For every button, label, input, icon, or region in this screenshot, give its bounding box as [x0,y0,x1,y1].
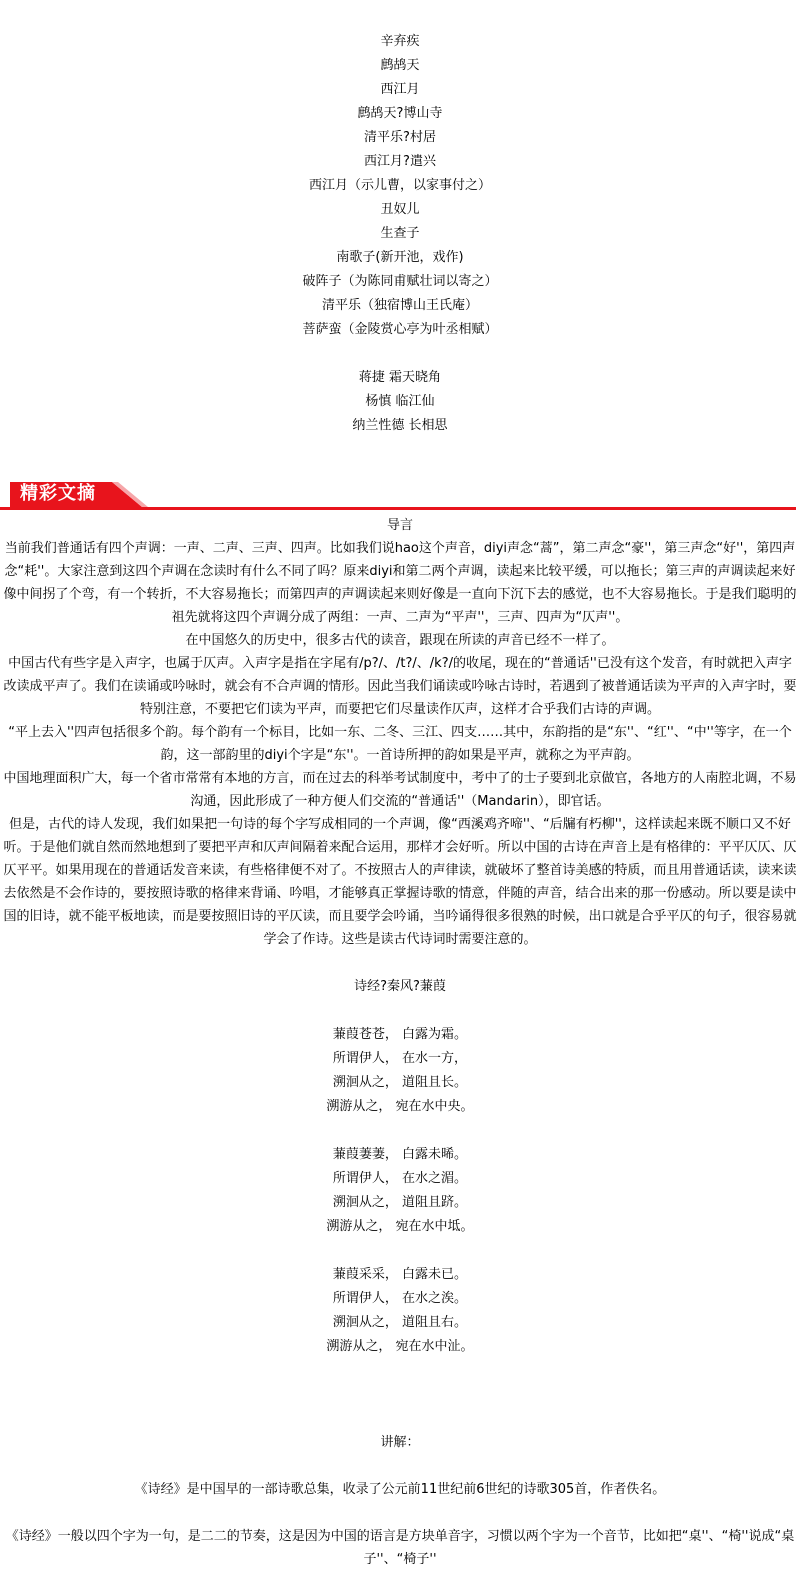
spacer [0,1239,800,1263]
poem-title: 诗经?秦风?蒹葭 [354,979,446,994]
toc-item: 鹧鸪天?博山寺 [357,106,443,121]
paragraph: “平上去入''四声包括很多个韵。每个韵有一个标目，比如一东、二冬、三江、四支……其中，东韵指的是“东''、“红''、“中''等字，在一个韵，这一部韵里的diyi个字是“东''。一首诗所押的韵如果是平声，就称之为平声韵。 [8,725,792,763]
toc-gap [0,346,800,370]
poem-line: 蒹葭采采， 白露未已。 [332,1267,468,1282]
toc-item: 破阵子（为陈同甫赋壮词以寄之） [302,274,498,289]
spacer [0,1407,800,1431]
spacer [0,1501,800,1525]
toc-item: 蒋捷 霜天晓角 [358,370,442,385]
section-title: 精彩文摘 [20,483,96,504]
explain-heading: 讲解： [380,1435,420,1450]
poem-line: 溯游从之， 宛在水中沚。 [326,1339,474,1354]
poem-line: 蒹葭苍苍， 白露为霜。 [332,1027,468,1042]
toc-item: 杨慎 临江仙 [365,394,435,409]
paragraph: 中国地理面积广大，每一个省市常常有本地的方言，而在过去的科举考试制度中，考中了的士子要到北京做官，各地方的人南腔北调，不易沟通，因此形成了一种方便人们交流的“普通话''（Mandarin），即官话。 [3,771,797,809]
poem-line: 溯洄从之， 道阻且跻。 [332,1195,468,1210]
toc-item: 西江月（示儿曹，以家事付之） [308,178,491,193]
toc-item: 生查子 [380,226,420,241]
banner-graphic [0,480,800,510]
banner-rule [0,507,796,510]
spacer [0,1119,800,1143]
explain-paragraph: 《诗经》一般以四个字为一句，是二二的节奏，这是因为中国的语言是方块单音字，习惯以两个字为一个音节，比如把“桌''、“椅''说成“桌子''、“椅子'' [5,1529,795,1567]
toc-item: 西江月?遣兴 [364,154,436,169]
spacer [0,1383,800,1407]
paragraph: 但是，古代的诗人发现，我们如果把一句诗的每个字写成相同的一个声调，像“西溪鸡齐啼''、“后牖有朽柳''，这样读起来既不顺口又不好听。于是他们就自然而然地想到了要把平声和仄声间隔着来配合运用，那样才会好听。所以中国的古诗在声音上是有格律的：平平仄仄、仄仄平平。如果用现在的普通话发音来读，有些格律便不对了。不按照古人的声律读，就破坏了整首诗美感的特质，而且用普通话读，读来读去依然是不会作诗的，要按照诗歌的格律来背诵、吟唱，才能够真正掌握诗歌的情意，伴随的声音，结合出来的那一份感动。所以要是读中国的旧诗，就不能平板地读，而是要按照旧诗的平仄读，而且要学会吟诵，当吟诵得很多很熟的时候，出口就是合乎平仄的句子，很容易就学会了作诗。这些是读古代诗词时需要注意的。 [3,817,797,947]
toc-item: 纳兰性德 长相思 [352,418,448,433]
spacer [0,1454,800,1478]
toc-item: 辛弃疾 [380,34,420,49]
intro-heading: 导言 [386,518,413,533]
toc-item: 清平乐?村居 [364,130,436,145]
spacer [0,1359,800,1383]
explain-paragraph: 《诗经》是中国早的一部诗歌总集，收录了公元前11世纪前6世纪的诗歌305首，作者佚名。 [134,1482,666,1497]
toc-item: 清平乐（独宿博山王氏庵） [321,298,478,313]
paragraph: 在中国悠久的历史中，很多古代的读音，跟现在所读的声音已经不一样了。 [185,633,615,648]
poem-line: 所谓伊人， 在水之湄。 [332,1171,468,1186]
poem-line: 蒹葭萋萋， 白露未晞。 [332,1147,468,1162]
toc-list [0,34,800,442]
paragraph: 中国古代有些字是入声字，也属于仄声。入声字是指在字尾有/p?/、/t?/、/k?/的收尾，现在的“普通话''已没有这个发音，有时就把入声字改读成平声了。我们在读诵或吟咏时，就会有不合声调的情形。因此当我们诵读或吟咏古诗时，若遇到了被普通话读为平声的入声字时，要特别注意，不要把它们读为平声，而要把它们尽量读作仄声，这样才合乎我们古诗的声调。 [3,656,797,717]
poem-line: 所谓伊人， 在水之涘。 [332,1291,468,1306]
article-body [0,514,800,1571]
toc-item: 丑奴儿 [380,202,420,217]
section-banner [0,480,800,510]
spacer [0,951,800,975]
toc-item: 鹧鸪天 [380,58,420,73]
spacer [0,999,800,1023]
toc-item: 西江月 [380,82,420,97]
poem-line: 溯洄从之， 道阻且长。 [332,1075,468,1090]
poem-line: 溯洄从之， 道阻且右。 [332,1315,468,1330]
toc-item: 菩萨蛮（金陵赏心亭为叶丞相赋） [302,322,498,337]
paragraph: 当前我们普通话有四个声调：一声、二声、三声、四声。比如我们说hao这个声音，diyi声念“蒿”，第二声念“豪''，第三声念“好''，第四声念“耗''。大家注意到这四个声调在念读时有什么不同了吗？原来diyi和第二两个声调，读起来比较平缓，可以拖长；第三声的声调读起来好像中间拐了个弯，有一个转折，不大容易拖长；而第四声的声调读起来则好像是一直向下沉下去的感觉，也不大容易拖长。于是我们聪明的祖先就将这四个声调分成了两组：一声、二声为“平声''，三声、四声为“仄声''。 [3,541,797,625]
poem-line: 溯游从之， 宛在水中坻。 [326,1219,474,1234]
toc-item: 南歌子(新开池，戏作) [336,250,464,265]
poem-line: 溯游从之， 宛在水中央。 [326,1099,474,1114]
poem-line: 所谓伊人， 在水一方， [332,1051,468,1066]
